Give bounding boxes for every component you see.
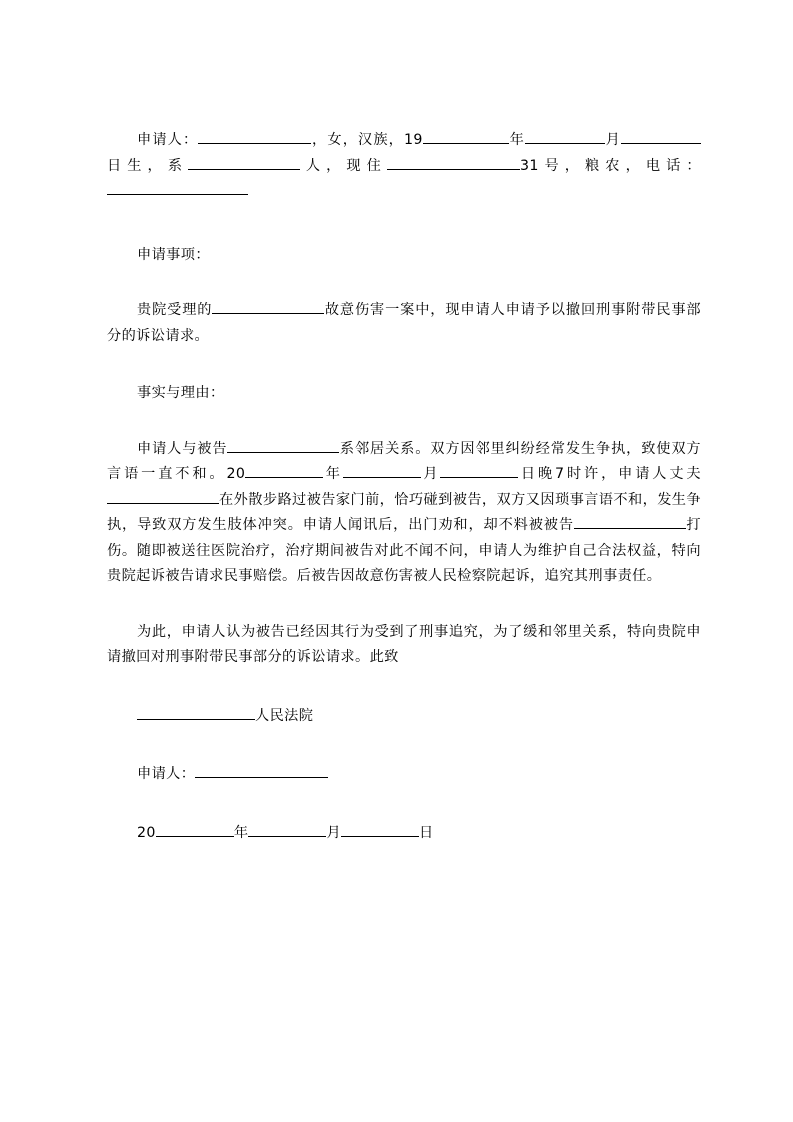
conclusion: 为此，申请人认为被告已经因其行为受到了刑事追究，为了缓和邻里关系，特向贵院申请撤回对刑事附带民事部分的诉讼请求。此致 (107, 623, 701, 665)
request-heading: 申请事项： (137, 246, 210, 263)
date-year-blank[interactable] (156, 822, 234, 837)
name-blank[interactable] (198, 129, 311, 144)
facts-p4: 月 (420, 466, 441, 482)
incident-day-blank[interactable] (440, 463, 518, 478)
request-suffix: 故意伤害一案中，现申请人申请予以撤回刑事附带民事部分的诉讼请求。 (107, 302, 701, 344)
applicant-info (107, 128, 701, 205)
signature-blank[interactable] (195, 763, 328, 778)
request-prefix: 贵院受理的 (137, 302, 213, 318)
attacker-blank[interactable] (574, 514, 686, 529)
document-page (107, 128, 701, 846)
phone-blank-cont[interactable] (232, 180, 248, 195)
date-line (107, 821, 701, 847)
address-blank[interactable] (387, 155, 520, 170)
facts-p1: 申请人与被告 (137, 440, 228, 457)
year-text: 年 (508, 132, 525, 148)
date-month-label: 月 (326, 824, 342, 841)
date-day-label: 日 (419, 824, 434, 841)
date-year-label: 年 (233, 824, 249, 841)
request-body (107, 298, 701, 349)
month-text: 月 (604, 132, 622, 148)
date-prefix: 20 (137, 824, 156, 841)
defendant-blank[interactable] (227, 438, 339, 453)
facts-heading: 事实与理由： (137, 385, 225, 401)
signature-line (107, 762, 701, 788)
gender-text: ，女，汉族，19 (311, 132, 423, 148)
date-month-blank[interactable] (248, 822, 326, 837)
facts-p2: 系邻居关系。双方因邻里纠纷经常发生争执，致使双方言语一直不和。20 (107, 440, 701, 482)
phone-blank[interactable] (107, 180, 232, 195)
address-tail-text: 31号，粮农，电话： (519, 157, 702, 174)
born-text: 生，系 (127, 157, 189, 174)
birth-year-blank[interactable] (423, 129, 509, 144)
birth-day-blank[interactable] (621, 129, 701, 144)
husband-blank[interactable] (107, 489, 219, 504)
applicant-label: 申请人： (137, 132, 199, 148)
origin-blank[interactable] (188, 155, 300, 170)
date-day-blank[interactable] (341, 822, 419, 837)
facts-p5: 日晚7时许，申请人丈夫 (518, 466, 701, 482)
day-text: 日 (107, 157, 128, 174)
incident-year-blank[interactable] (245, 463, 323, 478)
facts-p3: 年 (323, 466, 343, 482)
facts-p6: 在外散步路过被告家门前，恰巧碰到被告，双方又因琐事言语不和，发生争执，导致双方发生肢体冲突。申请人闻讯后，出门劝和，却不料被被告 (107, 491, 701, 533)
person-text: 人，现住 (300, 157, 387, 174)
case-blank[interactable] (212, 299, 324, 314)
facts-p7: 打伤。随即被送往医院治疗，治疗期间被告对此不闻不问，申请人为维护自己合法权益，特向贵院起诉被告请求民事赔偿。后被告因故意伤害被人民检察院起诉，追究其刑事责任。 (107, 517, 701, 584)
facts-body (107, 437, 701, 590)
signature-label: 申请人： (137, 766, 196, 782)
birth-month-blank[interactable] (525, 129, 605, 144)
court-line (107, 704, 701, 730)
court-suffix: 人民法院 (255, 707, 314, 724)
court-blank[interactable] (137, 705, 255, 720)
incident-month-blank[interactable] (343, 463, 421, 478)
